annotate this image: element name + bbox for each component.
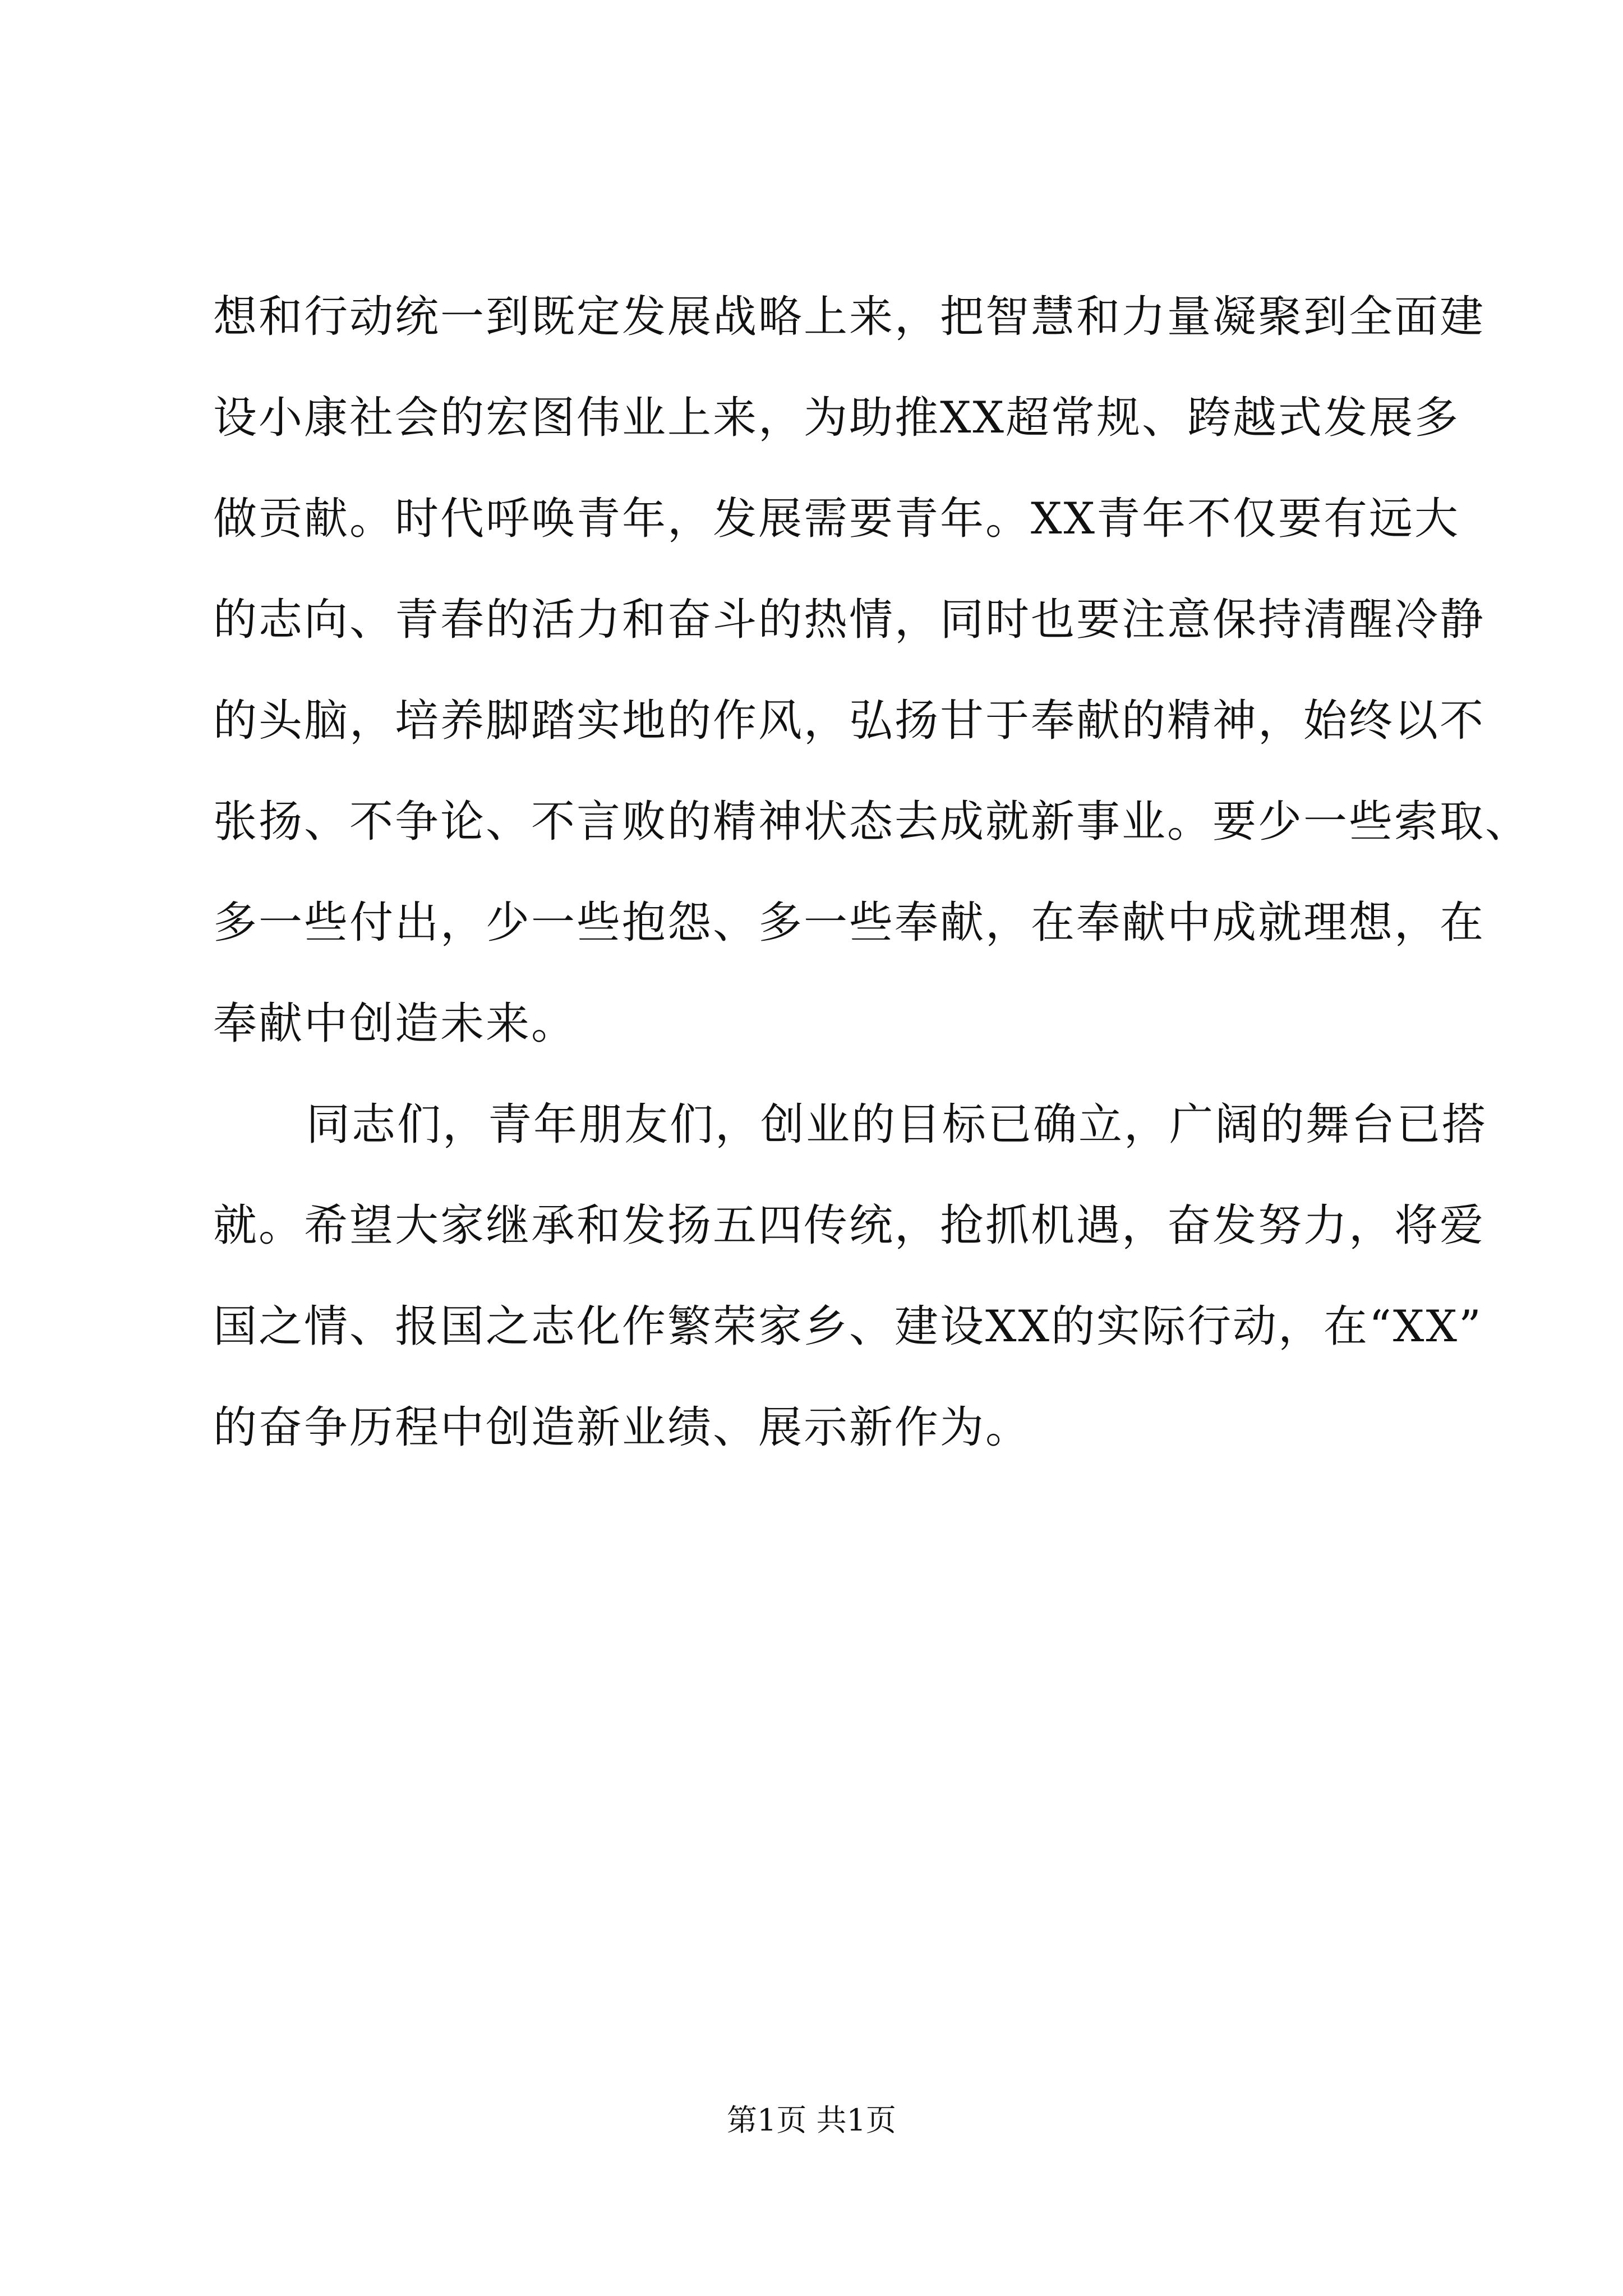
paragraph-1-line-7: 多一些付出，少一些抱怨、多一些奉献，在奉献中成就理想，在 bbox=[213, 898, 1486, 948]
document-body bbox=[213, 266, 1531, 1478]
paragraph-1-line-4: 的志向、青春的活力和奋斗的热情，同时也要注意保持清醒冷静 bbox=[213, 595, 1486, 645]
paragraph-2-line-1: 同志们，青年朋友们，创业的目标已确立，广阔的舞台已搭 bbox=[306, 1099, 1488, 1150]
page-number-footer: 第1页 共1页 bbox=[727, 2102, 896, 2138]
paragraph-1-line-8: 奉献中创造未来。 bbox=[213, 999, 577, 1049]
paragraph-2-line-2: 就。希望大家继承和发扬五四传统，抢抓机遇，奋发努力，将爱 bbox=[213, 1200, 1486, 1251]
paragraph-1-line-3: 做贡献。时代呼唤青年，发展需要青年。XX青年不仅要有远大 bbox=[213, 494, 1460, 544]
paragraph-1-line-5: 的头脑，培养脚踏实地的作风，弘扬甘于奉献的精神，始终以不 bbox=[213, 696, 1486, 746]
paragraph-2-line-4: 的奋争历程中创造新业绩、展示新作为。 bbox=[213, 1402, 1031, 1453]
paragraph-1-line-6: 张扬、不争论、不言败的精神状态去成就新事业。要少一些索取、 bbox=[213, 797, 1531, 847]
paragraph-1-line-2: 设小康社会的宏图伟业上来，为助推XX超常规、跨越式发展多 bbox=[213, 393, 1460, 443]
paragraph-1-line-1: 想和行动统一到既定发展战略上来，把智慧和力量凝聚到全面建 bbox=[213, 292, 1486, 342]
paragraph-2-line-3: 国之情、报国之志化作繁荣家乡、建设XX的实际行动，在“XX” bbox=[213, 1301, 1483, 1352]
